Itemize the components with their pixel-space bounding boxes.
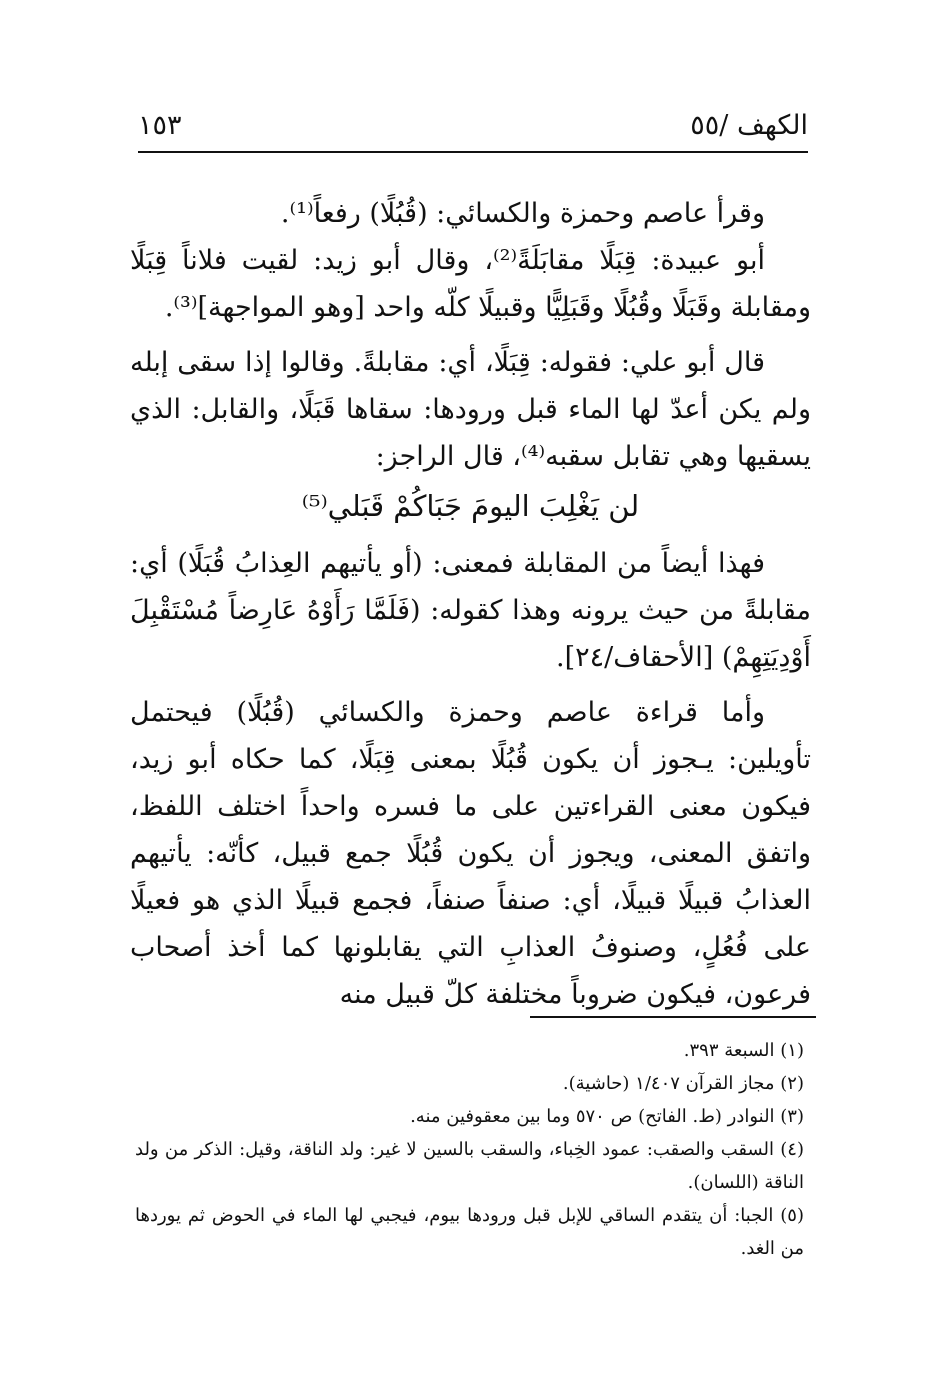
footnote-separator — [530, 1016, 816, 1018]
footnote-5: (٥) الجبا: أن يتقدم الساقي للإبل قبل ورودها بيوم، فيجبي لها الماء في الحوض ثم يوردها من الغد. — [135, 1205, 804, 1259]
paragraph-two-interpretations: وأما قراءة عاصم وحمزة والكسائي (قُبُلًا) فيحتمل تأويلين: يـجوز أن يكون قُبُلًا بمعنى قِبَلًا، كما حكاه أبو زيد، فيكون معنى القراءتين على ما فسره واحداً اختلف اللفظ، واتفق المعنى، ويجوز أن يكون قُبُلًا جمع قبيل، كأنّه: يأتيهم العذابُ قبيلًا قبيلًا، أي: صنفاً صنفاً، فجمع قبيلًا الذي هو فعيلًا على فُعُلٍ، وصنوفُ العذابِ التي يقابلونها كما أخذ أصحاب فرعون، فيكون ضروباً مختلفة كلّ قبيل منه — [130, 697, 811, 1010]
paragraph-abu-ubayda: أبو عبيدة: قِبَلًا مقابَلَةً⁽²⁾، وقال أبو زيد: لقيت فلاناً قِبَلًا ومقابلة وقَبَلًا وقُبُلًا وقَبَلِيًّا وقبيلًا كلّه واحد [وهو المواجهة]⁽³⁾. — [130, 245, 811, 323]
page-number: ١٥٣ — [138, 110, 182, 141]
poetry-verse: لن يَغْلِبَ اليومَ جَبَاكُمْ قَبَلي⁽⁵⁾ — [301, 489, 640, 523]
paragraph-abu-ali: قال أبو علي: فقوله: قِبَلًا، أي: مقابلةً. وقالوا إذا سقى إبله ولم يكن أعدّ لها الماء قبل ورودها: سقاها قَبَلًا، والقابل: الذي يسقيها وهي تقابل سقبه⁽⁴⁾، قال الراجز: — [130, 347, 811, 472]
footnote-1: (١) السبعة ٣٩٣. — [683, 1040, 804, 1061]
footnote-3: (٣) النوادر (ط. الفاتح) ص ٥٧٠ وما بين معقوفين منه. — [410, 1106, 804, 1127]
paragraph-muqabala: فهذا أيضاً من المقابلة فمعنى: (أو يأتيهم العِذابُ قُبَلًا) أي: مقابلةً من حيث يرونه وهذا كقوله: (فَلَمَّا رَأَوْهُ عَارِضاً مُسْتَقْبِلَ أَوْدِيَتِهِمْ) [الأحقاف/٢٤]. — [130, 548, 811, 673]
paragraph-reading-qubulan: وقرأ عاصم وحمزة والكسائي: (قُبُلًا) رفعاً⁽¹⁾. — [280, 198, 765, 229]
main-text — [130, 190, 811, 1018]
footnote-2: (٢) مجاز القرآن ١/٤٠٧ (حاشية). — [562, 1073, 804, 1094]
page-header — [138, 108, 808, 148]
footnotes — [135, 1034, 804, 1265]
running-title: الكهف /٥٥ — [690, 110, 808, 141]
header-rule — [138, 151, 808, 153]
footnote-4: (٤) السقب والصقب: عمود الخِباء، والسقب بالسين لا غير: ولد الناقة، وقيل: الذكر من ولد الناقة (اللسان). — [135, 1139, 804, 1193]
